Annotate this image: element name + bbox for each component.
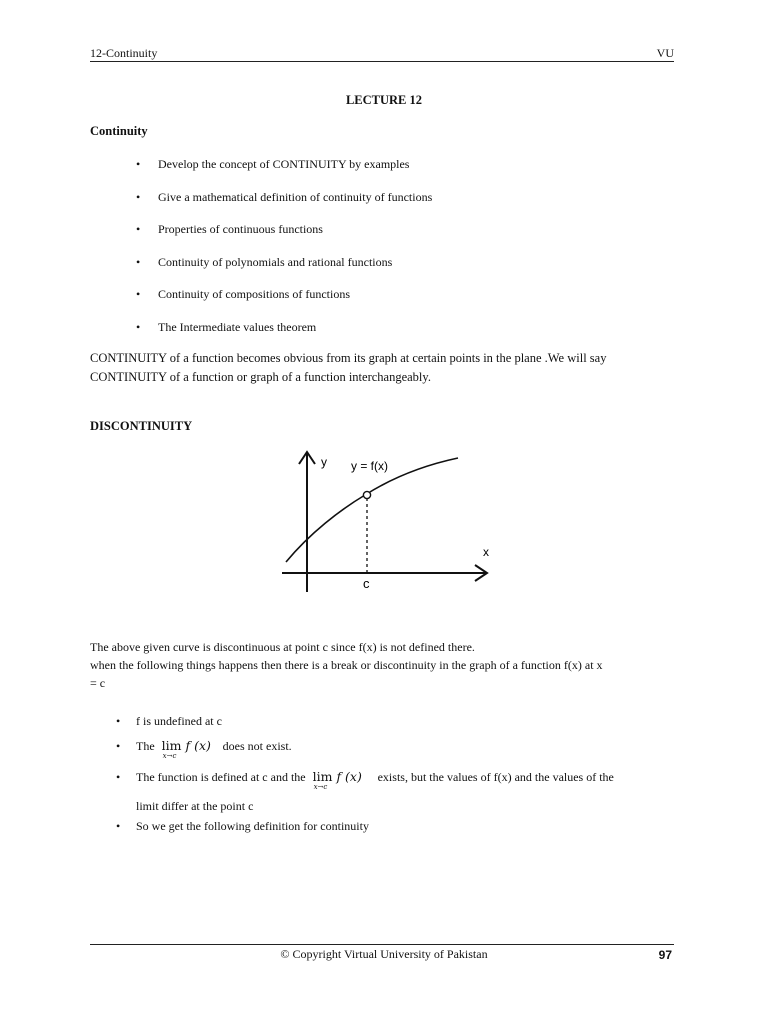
bullet-icon: • — [116, 770, 121, 784]
limit-subscript: x→c — [313, 783, 328, 791]
bullet-icon: • — [116, 819, 121, 833]
page-number: 97 — [658, 948, 672, 962]
hole-point-marker — [363, 491, 370, 498]
bullet-icon: • — [136, 320, 141, 334]
intro-line-2: CONTINUITY of a function or graph of a function interchangeably. — [90, 370, 431, 384]
topic-text: Properties of continuous functions — [158, 222, 323, 236]
x-axis — [282, 565, 487, 581]
topic-item — [136, 320, 316, 335]
footer-copyright: © Copyright Virtual University of Pakistan — [280, 947, 488, 961]
topic-text: Give a mathematical definition of continuity of functions — [158, 190, 433, 204]
point-c-label: c — [363, 576, 370, 591]
explanation-line-1: The above given curve is discontinuous at point c since f(x) is not defined there. — [90, 640, 475, 654]
condition-text: does not exist. — [222, 739, 292, 753]
topic-text: Develop the concept of CONTINUITY by examples — [158, 157, 410, 171]
y-axis-label: y — [321, 455, 327, 469]
topic-item — [136, 222, 323, 237]
bullet-icon: • — [136, 222, 141, 236]
footer-divider — [90, 944, 674, 945]
topic-item — [136, 287, 350, 302]
x-axis-label: x — [483, 545, 489, 559]
limit-lim: lim — [312, 769, 333, 784]
condition-text: The function is defined at c and the — [136, 770, 306, 784]
running-header-institution: VU — [656, 46, 674, 60]
condition-continuation: limit differ at the point c — [136, 799, 254, 813]
explanation-line-3: = c — [90, 676, 106, 690]
intro-line-1: CONTINUITY of a function becomes obvious from its graph at certain points in the plane .We will say — [90, 351, 607, 365]
discontinuity-graph — [270, 445, 500, 597]
header-divider — [90, 61, 674, 62]
limit-function: f (x) — [336, 769, 362, 784]
condition-item — [116, 738, 292, 760]
limit-expression — [309, 769, 375, 791]
condition-text: f is undefined at c — [136, 714, 222, 728]
section-heading-continuity: Continuity — [90, 124, 148, 138]
running-header-title: 12-Continuity — [90, 46, 158, 60]
condition-text: exists, but the values of f(x) and the values of the — [377, 770, 614, 784]
bullet-icon: • — [136, 157, 141, 171]
bullet-icon: • — [136, 287, 141, 301]
bullet-icon: • — [116, 714, 121, 728]
explanation-line-2: when the following things happens then there is a break or discontinuity in the graph of a function f(x) at x — [90, 658, 603, 672]
section-heading-discontinuity: DISCONTINUITY — [90, 419, 193, 433]
topic-text: The Intermediate values theorem — [158, 320, 317, 334]
curve-label: y = f(x) — [351, 459, 389, 473]
topic-item — [136, 190, 432, 205]
condition-text: So we get the following definition for continuity — [136, 819, 369, 833]
limit-lim: lim — [161, 738, 182, 753]
condition-item — [116, 819, 369, 834]
topic-text: Continuity of compositions of functions — [158, 287, 350, 301]
condition-item — [116, 769, 614, 791]
bullet-icon: • — [136, 255, 141, 269]
function-curve — [286, 458, 458, 562]
topic-text: Continuity of polynomials and rational functions — [158, 255, 393, 269]
y-axis — [299, 452, 315, 592]
topic-item — [136, 255, 392, 270]
limit-subscript: x→c — [162, 752, 177, 760]
bullet-icon: • — [136, 190, 141, 204]
condition-text: The — [136, 739, 155, 753]
limit-expression — [158, 738, 220, 760]
topic-item — [136, 157, 409, 172]
condition-item — [116, 714, 222, 729]
limit-function: f (x) — [185, 738, 211, 753]
bullet-icon: • — [116, 739, 121, 753]
lecture-title: LECTURE 12 — [345, 93, 423, 107]
intro-paragraph — [90, 349, 680, 387]
